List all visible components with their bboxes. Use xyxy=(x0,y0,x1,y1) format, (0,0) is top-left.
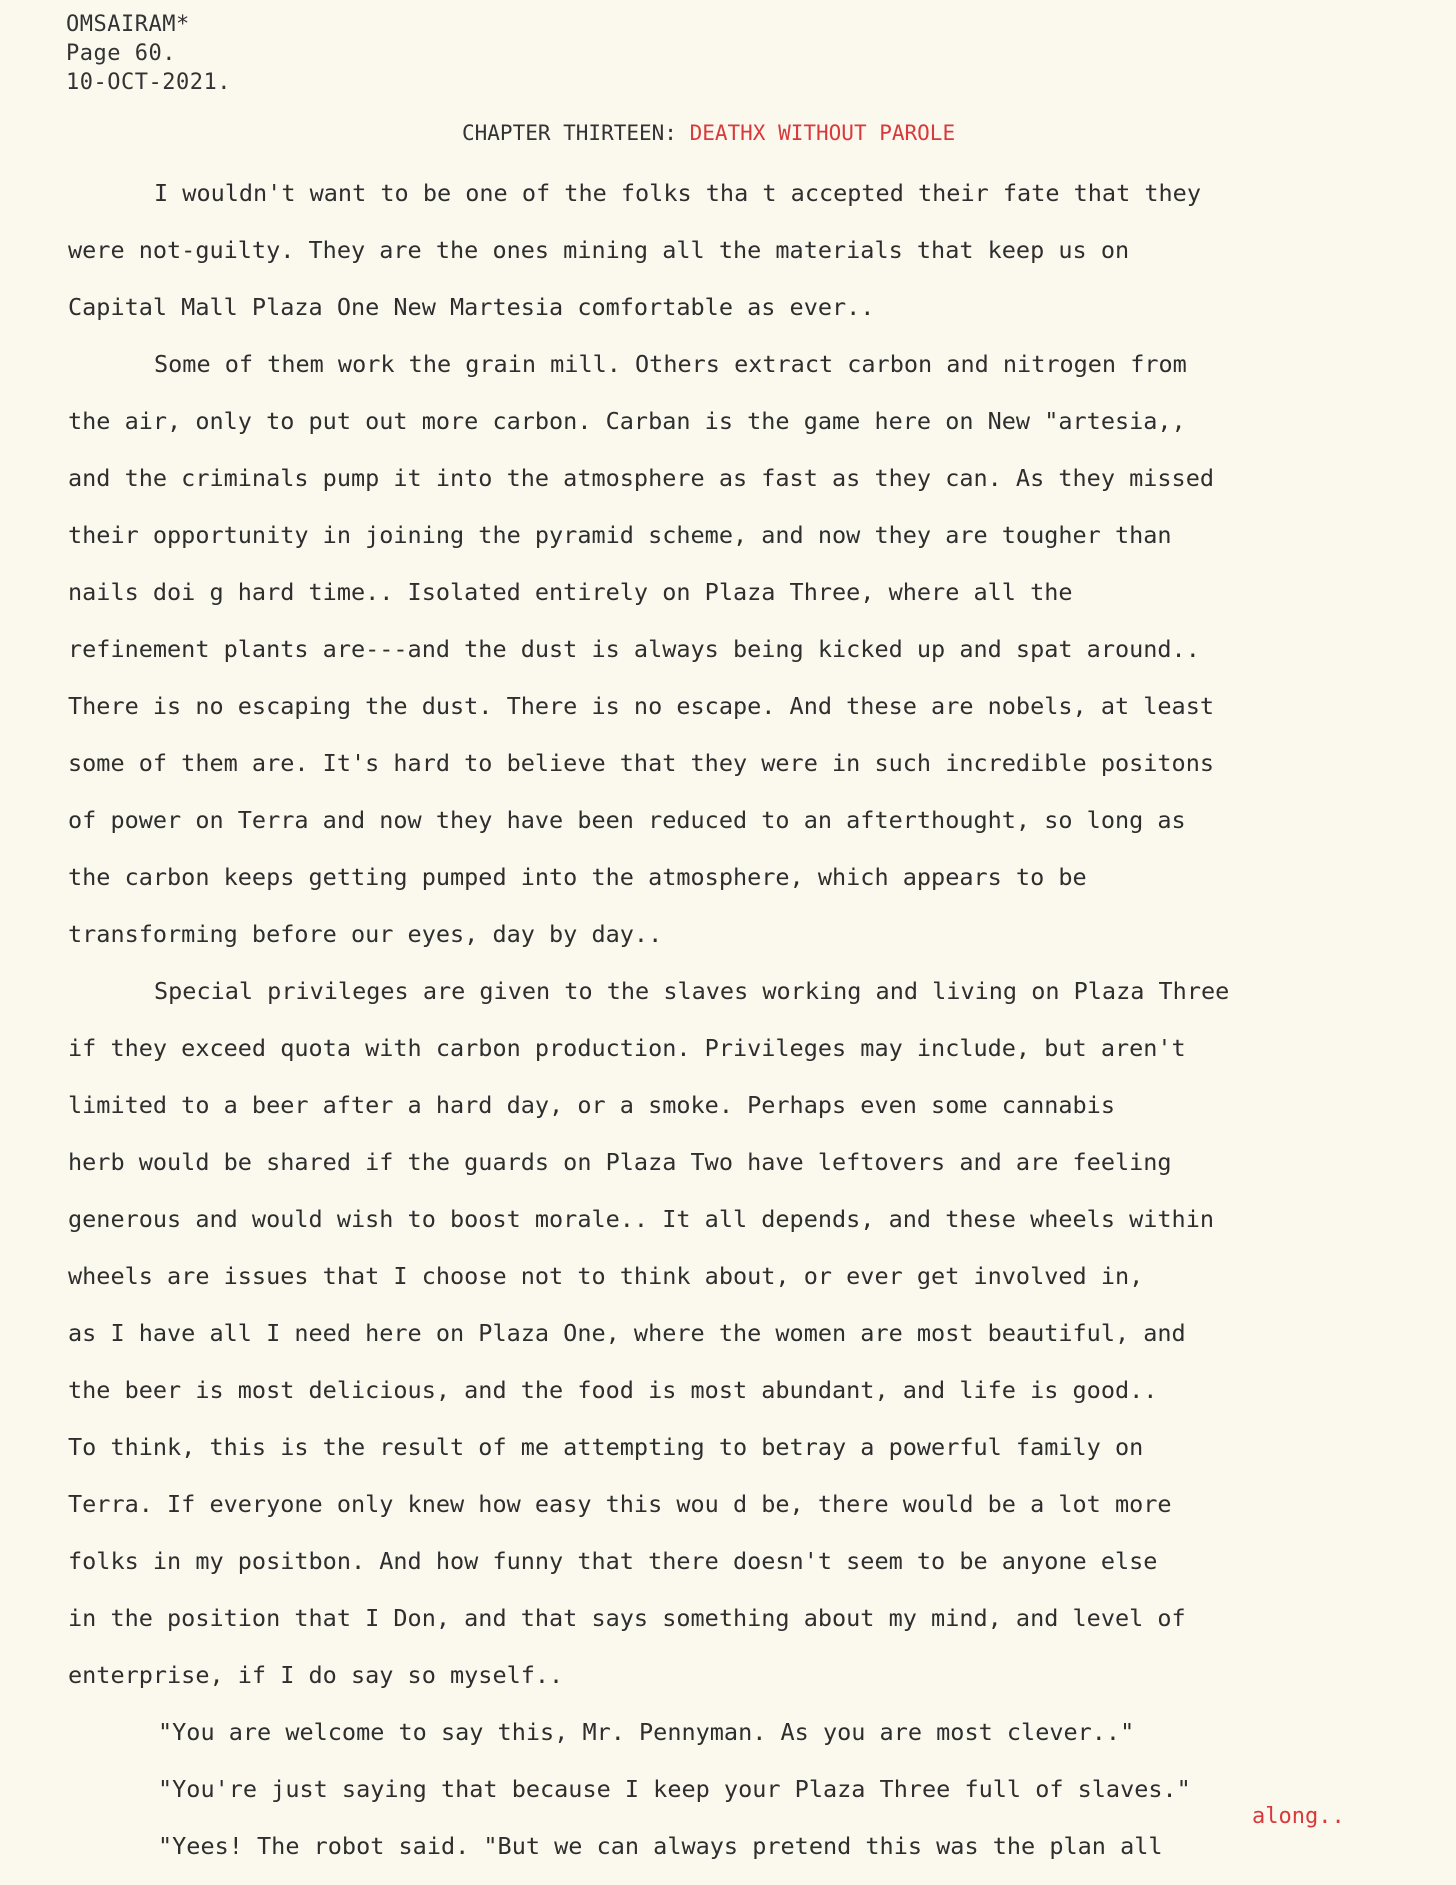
text-line: enterprise, if I do say so myself.. xyxy=(68,1661,564,1689)
text-line: Special privileges are given to the slaves working and living on Plaza Three xyxy=(154,977,1230,1005)
text-line: transforming before our eyes, day by day.. xyxy=(68,920,663,948)
page-number: Page 60. xyxy=(66,41,176,66)
page-header xyxy=(66,10,231,97)
text-line: Some of them work the grain mill. Others extract carbon and nitrogen from xyxy=(154,350,1187,378)
text-line: herb would be shared if the guards on Plaza Two have leftovers and are feeling xyxy=(68,1148,1172,1176)
text-line: some of them are. It's hard to believe that they were in such incredible positons xyxy=(68,749,1215,777)
text-line: as I have all I need here on Plaza One, where the women are most beautiful, and xyxy=(68,1319,1186,1347)
text-line: refinement plants are---and the dust is always being kicked up and spat around.. xyxy=(68,635,1200,663)
text-line: limited to a beer after a hard day, or a smoke. Perhaps even some cannabis xyxy=(68,1091,1115,1119)
text-line: the carbon keeps getting pumped into the atmosphere, which appears to be xyxy=(68,863,1087,891)
text-line: To think, this is the result of me attempting to betray a powerful family on xyxy=(68,1433,1144,1461)
text-line: their opportunity in joining the pyramid scheme, and now they are tougher than xyxy=(68,521,1172,549)
text-line: folks in my positbon. And how funny that there doesn't seem to be anyone else xyxy=(68,1547,1158,1575)
date: 10-OCT-2021. xyxy=(66,70,231,95)
text-line: Terra. If everyone only knew how easy this wou d be, there would be a lot more xyxy=(68,1490,1172,1518)
dialog-line: "You are welcome to say this, Mr. Pennyman. As you are most clever.." xyxy=(158,1718,1135,1746)
text-line: Capital Mall Plaza One New Martesia comfortable as ever.. xyxy=(68,293,875,321)
text-line: nails doi g hard time.. Isolated entirely on Plaza Three, where all the xyxy=(68,578,1073,606)
text-line: and the criminals pump it into the atmosphere as fast as they can. As they missed xyxy=(68,464,1215,492)
chapter-label: CHAPTER THIRTEEN: xyxy=(462,121,677,145)
chapter-heading xyxy=(462,121,955,145)
text-line: I wouldn't want to be one of the folks tha t accepted their fate that they xyxy=(154,179,1201,207)
text-line: of power on Terra and now they have been reduced to an afterthought, so long as xyxy=(68,806,1186,834)
text-line: the beer is most delicious, and the food is most abundant, and life is good.. xyxy=(68,1376,1158,1404)
chapter-title: DEATHX WITHOUT PAROLE xyxy=(689,121,956,145)
text-line: There is no escaping the dust. There is no escape. And these are nobels, at least xyxy=(68,692,1215,720)
text-line: wheels are issues that I choose not to think about, or ever get involved in, xyxy=(68,1262,1144,1290)
text-line: if they exceed quota with carbon production. Privileges may include, but aren't xyxy=(68,1034,1186,1062)
text-line: in the position that I Don, and that says something about my mind, and level of xyxy=(68,1604,1186,1632)
text-line: were not-guilty. They are the ones mining all the materials that keep us on xyxy=(68,236,1130,264)
text-line: generous and would wish to boost morale.. It all depends, and these wheels within xyxy=(68,1205,1215,1233)
red-annotation: along.. xyxy=(1252,1804,1345,1829)
header-line-1: OMSAIRAM* xyxy=(66,12,190,37)
text-line: the air, only to put out more carbon. Carban is the game here on New "artesia,, xyxy=(68,407,1186,435)
dialog-line: "Yees! The robot said. "But we can always pretend this was the plan all xyxy=(158,1832,1163,1860)
dialog-line: "You're just saying that because I keep your Plaza Three full of slaves." xyxy=(158,1775,1191,1803)
body-text xyxy=(68,175,1448,1885)
